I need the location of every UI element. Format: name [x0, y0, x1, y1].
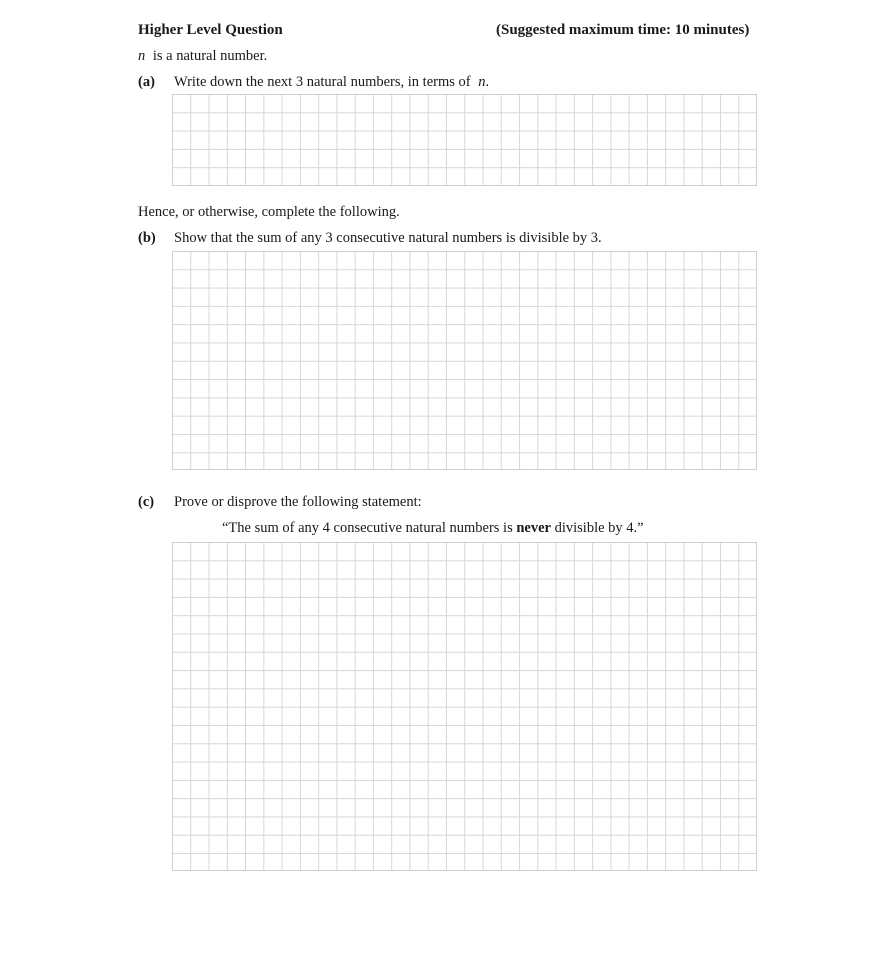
statement-before: “The sum of any 4 consecutive natural numbers is [222, 520, 513, 536]
part-c-question: Prove or disprove the following statement: [174, 494, 422, 510]
answer-grid-b[interactable] [172, 251, 757, 470]
part-a-end: . [485, 74, 490, 90]
suggested-time-note: (Suggested maximum time: 10 minutes) [496, 22, 750, 38]
answer-grid-c[interactable] [172, 542, 757, 871]
question-header-title: Higher Level Question [138, 22, 283, 38]
part-a-variable: n [478, 74, 486, 90]
statement-after: divisible by 4.” [554, 520, 644, 536]
part-a-label: (a) [138, 74, 155, 90]
answer-grid-a[interactable] [172, 94, 757, 186]
statement-emphasis: never [516, 520, 551, 536]
part-c-label: (c) [138, 494, 155, 510]
intro-variable: n [138, 48, 146, 64]
intro-text: is a natural number. [152, 48, 268, 64]
part-a-question [174, 74, 489, 91]
part-b-question: Show that the sum of any 3 consecutive natural numbers is divisible by 3. [174, 230, 602, 246]
hence-instruction: Hence, or otherwise, complete the following. [138, 204, 400, 220]
part-b-label: (b) [138, 230, 156, 246]
part-a-text: Write down the next 3 natural numbers, in terms of [174, 74, 471, 90]
intro-line [138, 48, 267, 65]
part-c-statement [222, 520, 644, 537]
